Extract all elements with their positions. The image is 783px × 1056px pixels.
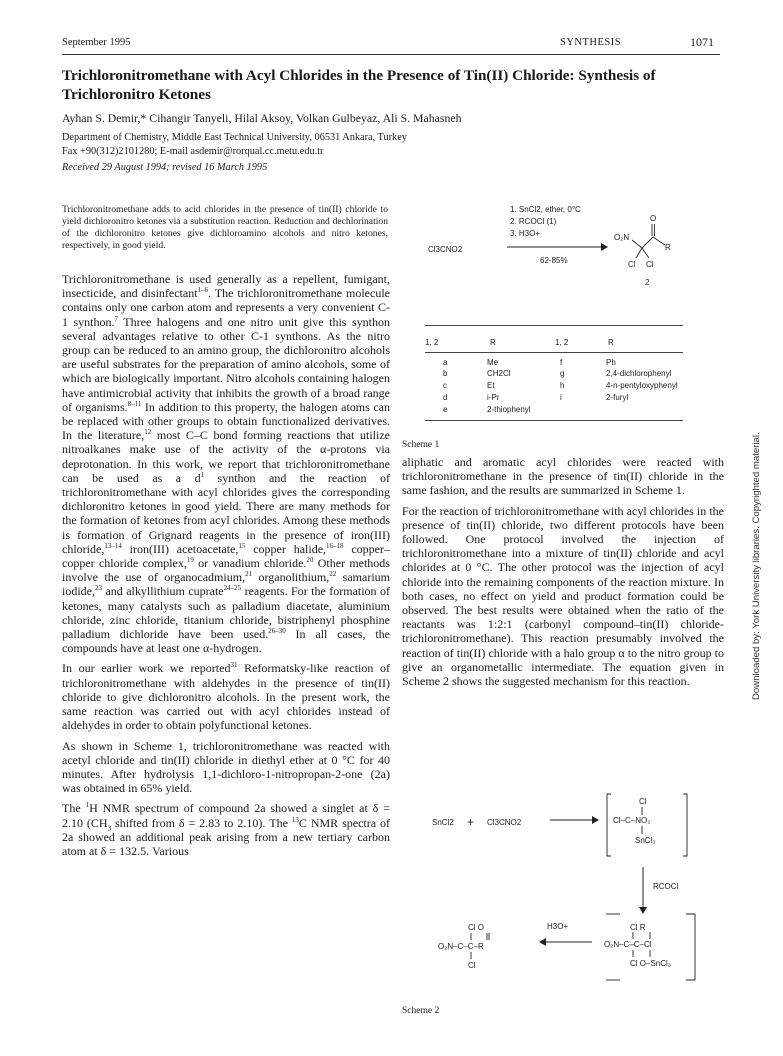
scheme1-product-number: 2 <box>645 278 650 287</box>
svg-text:Cl–C–NO₂: Cl–C–NO₂ <box>613 816 651 825</box>
paragraph-nmr: The $^1$H NMR spectrum of compound 2a showed a singlet at δ = 2.10 ($CH_3$ shifted from δ = 2.83 to 2.10). The $^{13}$C NMR spectra of 2a showed an additional peak arising from a new tertiary carbon atom at δ = 132.5. Various <box>62 801 391 858</box>
svg-text:O₂N–C–C–Cl: O₂N–C–C–Cl <box>604 940 652 949</box>
paragraph-scheme1-description: As shown in Scheme 1, trichloronitromethane was reacted with acetyl chloride and tin(II) chloride in diethyl ether at 0 °C for 40 minutes. After hydrolysis 1,1-dichloro-1-nitropropan-2-one (2a) was obtained in 65% yield. <box>62 738 390 796</box>
scheme2-label: Scheme 2 <box>402 1006 440 1016</box>
scheme2-intermediate-1 <box>605 790 690 860</box>
table-cell: 2-thiophenyl <box>487 405 531 414</box>
svg-text:Cl: Cl <box>639 797 647 806</box>
contact-line: Fax +90(312)2101280; E-mail asdemir@rorqual.cc.metu.edu.tr <box>62 146 324 157</box>
table-header-1: 1, 2 <box>425 338 439 347</box>
scheme2-arrow-down <box>637 865 649 915</box>
svg-text:Cl: Cl <box>628 260 636 269</box>
article-authors: Ayhan S. Demir,* Cihangir Tanyeli, Hilal Aksoy, Volkan Gulbeyaz, Ali S. Mahasneh <box>62 111 462 125</box>
table-header-r: R <box>490 338 496 347</box>
scheme2-plus: + <box>467 815 475 829</box>
table-cell: a <box>443 358 448 367</box>
table-cell: i-Pr <box>487 393 500 402</box>
table-header-r2: R <box>608 338 614 347</box>
received-dates: Received 29 August 1994; revised 16 March 1995 <box>62 162 268 173</box>
table-cell: d <box>443 393 448 402</box>
svg-text:R: R <box>665 243 671 252</box>
svg-text:Cl O: Cl O <box>468 923 484 932</box>
table-cell: Ph <box>606 358 616 367</box>
svg-text:Cl O–SnCl₃: Cl O–SnCl₃ <box>630 959 672 968</box>
scheme1-label: Scheme 1 <box>402 440 440 450</box>
scheme2-reagent-sncl2: SnCl2 <box>432 818 454 827</box>
body-right-column <box>402 455 724 688</box>
svg-text:O: O <box>650 214 657 223</box>
table-cell: h <box>560 381 565 390</box>
table-cell: Me <box>487 358 499 367</box>
scheme2-product-structure <box>432 918 522 980</box>
body-left-column <box>62 272 390 858</box>
scheme2-hydrolysis: H3O+ <box>547 922 569 931</box>
table-cell: b <box>443 369 448 378</box>
paragraph-protocols: For the reaction of trichloronitromethane with acyl chlorides in the presence of tin(II) chloride, two different protocols have been followed. One protocol involved the injection of trichloronitromethane into a mixture of tin(II) chloride and acyl chlorides at 0 °C. The other protocol was the injection of acyl chloride into the remaining components of the reaction mixture. In both cases, no effect on yield and product formation could be observed. The best results were obtained when the ratio of the reactants was 1:2:1 (carbonyl compound–tin(II) chloride-trichloronitromethane). This reaction presumably involved the reaction of tin(II) chloride with a halo group α to the nitro group to give an organometallic intermediate. The equation given in Scheme 2 shows the suggested mechanism for this reaction. <box>402 503 724 689</box>
table-rule-bottom <box>425 420 683 421</box>
table-cell: 2-furyl <box>606 393 629 402</box>
affiliation: Department of Chemistry, Middle East Technical University, 06531 Ankara, Turkey <box>62 132 407 143</box>
table-cell: f <box>560 358 563 367</box>
header-journal: SYNTHESIS <box>560 37 622 48</box>
table-cell: c <box>443 381 447 390</box>
paragraph-earlier-work: In our earlier work we reported$^{31}$ Reformatsky-like reaction of trichloronitromethane with aldehydes in the presence of tin(II) chloride to give dichloronitro alcohols. In the present work, the same reaction was carried out with acyl chlorides instead of aldehydes in order to obtain polyfunctional ketones. <box>62 661 390 733</box>
table-cell: e <box>443 405 448 414</box>
header-rule <box>62 54 720 55</box>
abstract: Trichloronitromethane adds to acid chlorides in the presence of tin(II) chloride to yield dichloronitro ketones via a substitution reaction. Reduction and dechlorination of the dichloronitro ketones give dichloroamino alcohols and nitro ketones, respectively, in good yield. <box>62 204 388 251</box>
article-title: Trichloronitromethane with Acyl Chlorides in the Presence of Tin(II) Chloride: Synthesis of Trichloronitro Ketones <box>62 67 656 103</box>
table-rule-header <box>425 352 683 353</box>
table-cell: g <box>560 369 565 378</box>
scheme1-condition-1: 1. SnCl2, ether, 0°C <box>510 205 581 214</box>
table-header-2: 1, 2 <box>555 338 569 347</box>
table-cell: 2,4-dichlorophenyl <box>606 369 672 378</box>
scheme2-arrow-left <box>538 935 594 949</box>
scheme1-arrow <box>505 240 610 254</box>
scheme1-condition-3: 3. H3O+ <box>510 229 541 238</box>
paragraph-acyl-chlorides: aliphatic and aromatic acyl chlorides were reacted with trichloronitromethane in the presence of tin(II) chloride in the same fashion, and the results are summarized in Scheme 1. <box>402 455 724 498</box>
scheme1-reactant: Cl3CNO2 <box>428 245 463 254</box>
table-cell: CH2Cl <box>487 369 511 378</box>
svg-text:Cl: Cl <box>646 260 654 269</box>
scheme1-product-structure <box>612 212 682 274</box>
table-cell: i <box>560 393 562 402</box>
scheme2-rcocl: RCOCl <box>653 882 679 891</box>
table-cell: 4-n-pentyloxyphenyl <box>606 381 678 390</box>
scheme2-reagent-ccl3no2: Cl3CNO2 <box>487 818 522 827</box>
scheme2-intermediate-2 <box>600 910 700 985</box>
scheme1-condition-2: 2. RCOCl (1) <box>510 217 557 226</box>
svg-text:Cl: Cl <box>468 961 476 970</box>
scheme1-yield: 62-85% <box>540 256 568 265</box>
svg-text:SnCl₃: SnCl₃ <box>635 836 656 845</box>
header-page-number: 1071 <box>690 35 714 49</box>
table-rule-top <box>425 325 683 326</box>
table-cell: Et <box>487 381 495 390</box>
paragraph-intro: Trichloronitromethane is used generally as a repellent, fumigant, insecticide, and disinfectant$^{1-6}$. The trichloronitromethane molecule contains only one carbon atom and represents a very convenient C-1 synthon.$^7$ Three halogens and one nitro unit give this synthon several advantages relative to other C-1 synthons. As the nitro group can be reduced to an amino group, the dichloronitro alcohols are useful substrates for the preparation of amino alcohols, some of which are biologically important. Nitro alcohols containing halogen have antimicrobial activity that inhibits the growth of a broad range of organisms.$^{8-11}$ In addition to this property, the halogen atoms can be replaced with other groups to obtain functionalized derivatives. In the literature,$^{12}$ most C–C bond forming reactions that utilize nitroalkanes make use of the activity of the α-protons via deprotonation. In this work, we report that trichloronitromethane can be used as a $d^1$ synthon and the reaction of trichloronitromethane with acyl chlorides gives the corresponding dichloronitro ketones in good yield. There are many methods for the formation of ketones from acyl chlorides. Among these methods is formation of Grignard reagents in the presence of iron(III) chloride,$^{13-14}$ iron(III) acetoacetate,$^{15}$ copper halide,$^{16-18}$ copper–copper chloride complex,$^{19}$ or vanadium chloride.$^{20}$ Other methods involve the use of organocadmium,$^{21}$ organolithium,$^{22}$ samarium iodide,$^{23}$ and alkyllithium cuprate$^{24-25}$ reagents. For the formation of ketones, many catalysts such as palladium diacetate, aluminium chloride, zinc chloride, titanium chloride, bistriphenyl phosphine palladium dichloride have been used.$^{26-30}$ In all cases, the compounds have at least one α-hydrogen. <box>62 272 391 656</box>
svg-text:O₂N–C–C–R: O₂N–C–C–R <box>438 942 484 951</box>
scheme2-arrow-right <box>548 813 600 827</box>
download-notice: Downloaded by: York University libraries. Copyrighted material. <box>751 432 762 700</box>
header-date: September 1995 <box>62 37 131 48</box>
svg-text:O₂N: O₂N <box>614 233 630 242</box>
svg-text:Cl R: Cl R <box>630 923 646 932</box>
